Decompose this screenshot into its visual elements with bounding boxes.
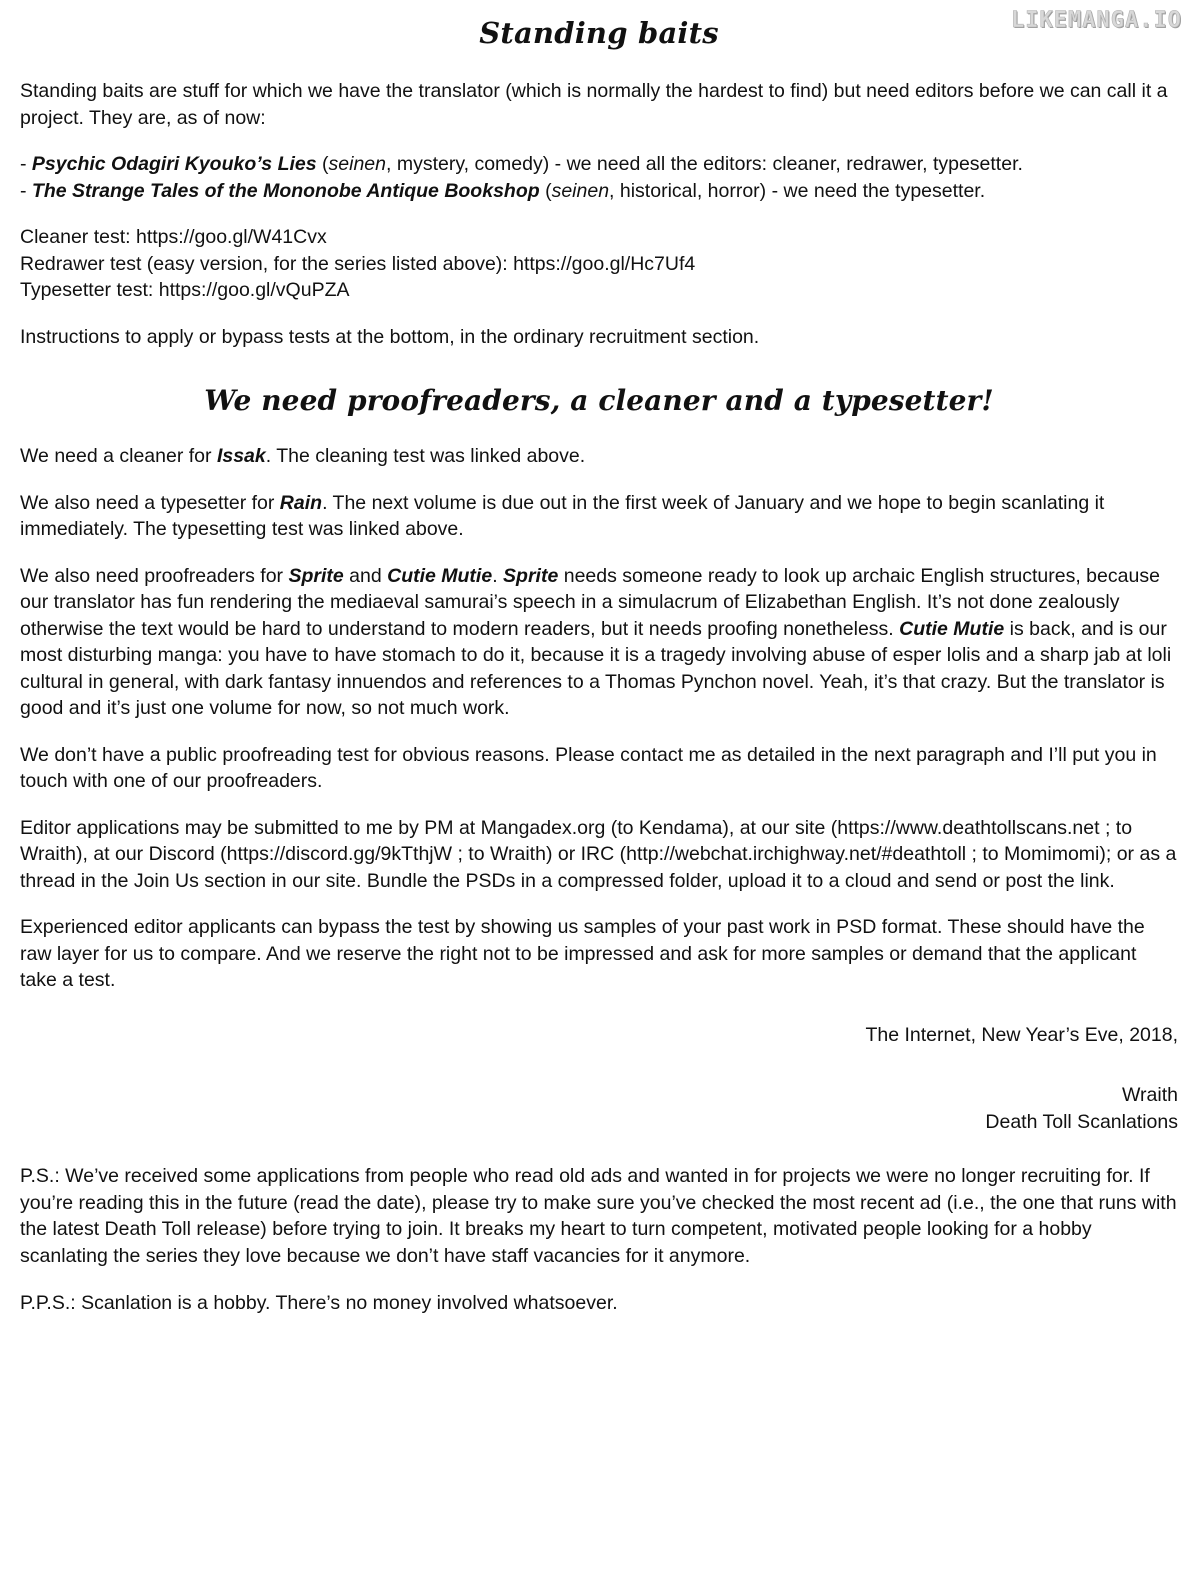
section-title: We need proofreaders, a cleaner and a typesetter! bbox=[204, 384, 994, 418]
tags-rest: , historical, horror) bbox=[609, 179, 767, 202]
proofreader-need-paragraph bbox=[20, 563, 1178, 722]
series-title: Cutie Mutie bbox=[387, 564, 493, 587]
standing-baits-list bbox=[20, 151, 1178, 204]
intro-paragraph: Standing baits are stuff for which we have the translator (which is normally the hardest to find) but need editors before we can call it a project. They are, as of now: bbox=[20, 80, 1168, 129]
bullet-prefix: - bbox=[20, 153, 32, 176]
instructions-paragraph: Instructions to apply or bypass tests at the bottom, in the ordinary recruitment section. bbox=[20, 325, 760, 348]
series-title: Rain bbox=[279, 491, 323, 514]
series-title: The Strange Tales of the Mononobe Antique Bookshop bbox=[31, 179, 540, 202]
tags-open: ( bbox=[316, 153, 329, 176]
role-detail: - we need all the editors: cleaner, redrawer, typesetter. bbox=[549, 153, 1023, 176]
tags-rest: , mystery, comedy) bbox=[385, 153, 550, 176]
role-detail: - we need the typesetter. bbox=[766, 179, 986, 202]
genre-demographic: seinen bbox=[551, 179, 610, 202]
date-line: The Internet, New Year’s Eve, 2018, bbox=[865, 1023, 1178, 1046]
genre-demographic: seinen bbox=[328, 153, 386, 176]
no-public-test-paragraph: We don’t have a public proofreading test for obvious reasons. Please contact me as detailed in the next paragraph and I’ll put you in touch with one of our proofreaders. bbox=[20, 743, 1157, 793]
typesetter-need-paragraph bbox=[20, 490, 1178, 543]
typesetter-test-line: Typesetter test: https://goo.gl/vQuPZA bbox=[20, 279, 350, 302]
series-title: Sprite bbox=[288, 564, 344, 587]
series-title: Cutie Mutie bbox=[899, 617, 1005, 640]
list-item bbox=[20, 178, 1178, 205]
proofreader-body-b: is back, and is our most disturbing manga: you have to have stomach to do it, because it is a tragedy involving abuse of esper lolis and a sharp jab at loli cultural in general, with dark fantasy innuendos and references to a Thomas Pynchon novel. Yeah, it’s that crazy. But the translator is good and it’s just one volume for now, so not much work. bbox=[20, 617, 1172, 720]
signature-name: Wraith bbox=[1122, 1084, 1178, 1107]
separator: . bbox=[492, 564, 504, 587]
cleaner-test-line: Cleaner test: https://goo.gl/W41Cvx bbox=[20, 226, 327, 249]
bypass-paragraph: Experienced editor applicants can bypass the test by showing us samples of your past work in PSD format. These should have the raw layer for us to compare. And we reserve the right not to be impressed and ask for more samples or demand that the applicant take a test. bbox=[20, 916, 1145, 992]
typesetter-need-pre: We also need a typesetter for bbox=[20, 491, 280, 514]
proofreader-body-a: needs someone ready to look up archaic English structures, because our translator has fun rendering the mediaeval samurai’s speech in a simulacrum of Elizabethan English. It’s not done zealously otherwise the text would be hard to understand to modern readers, but it needs proofing nonetheless. bbox=[20, 564, 1160, 640]
series-title: Psychic Odagiri Kyouko’s Lies bbox=[31, 153, 317, 176]
test-links-list bbox=[20, 224, 1178, 304]
page-title: Standing baits bbox=[479, 16, 719, 50]
series-title: Issak bbox=[216, 445, 266, 468]
typesetter-need-post: . The next volume is due out in the first week of January and we hope to begin scanlating it immediately. The typesetting test was linked above. bbox=[20, 491, 1105, 541]
postscript: P.S.: We’ve received some applications from people who read old ads and wanted in for projects we were no longer recruiting for. If you’re reading this in the future (read the date), please try to make sure you’ve checked the most recent ad (i.e., the one that runs with the latest Death Toll release) before trying to join. It breaks my heart to turn competent, motivated people looking for a hobby scanlating the series they love because we don’t have staff vacancies for it anymore. bbox=[20, 1165, 1177, 1267]
tags-open: ( bbox=[539, 179, 552, 202]
signature-group: Death Toll Scanlations bbox=[985, 1110, 1178, 1133]
cleaner-need-paragraph bbox=[20, 443, 1178, 470]
signature-block bbox=[20, 1082, 1178, 1135]
cleaner-need-post: . The cleaning test was linked above. bbox=[265, 445, 586, 468]
series-title: Sprite bbox=[503, 564, 559, 587]
applications-paragraph: Editor applications may be submitted to me by PM at Mangadex.org (to Kendama), at our site (https://www.deathtollscans.net ; to Wraith), at our Discord (https://discord.gg/9kTthjW ; to Wraith) or IRC (http://webchat.irchighway.net/#deathtoll ; to Momimomi); or as a thread in the Join Us section in our site. Bundle the PSDs in a compressed folder, upload it to a cloud and send or post the link. bbox=[20, 816, 1177, 892]
redrawer-test-line: Redrawer test (easy version, for the series listed above): https://goo.gl/Hc7Uf4 bbox=[20, 252, 696, 275]
conjunction: and bbox=[343, 564, 388, 587]
proofreader-need-pre: We also need proofreaders for bbox=[20, 564, 289, 587]
cleaner-need-pre: We need a cleaner for bbox=[20, 445, 217, 468]
post-postscript: P.P.S.: Scanlation is a hobby. There’s no money involved whatsoever. bbox=[20, 1291, 618, 1314]
list-item bbox=[20, 151, 1178, 178]
site-watermark: LIKEMANGA.IO bbox=[1011, 8, 1182, 33]
bullet-prefix: - bbox=[20, 179, 32, 202]
